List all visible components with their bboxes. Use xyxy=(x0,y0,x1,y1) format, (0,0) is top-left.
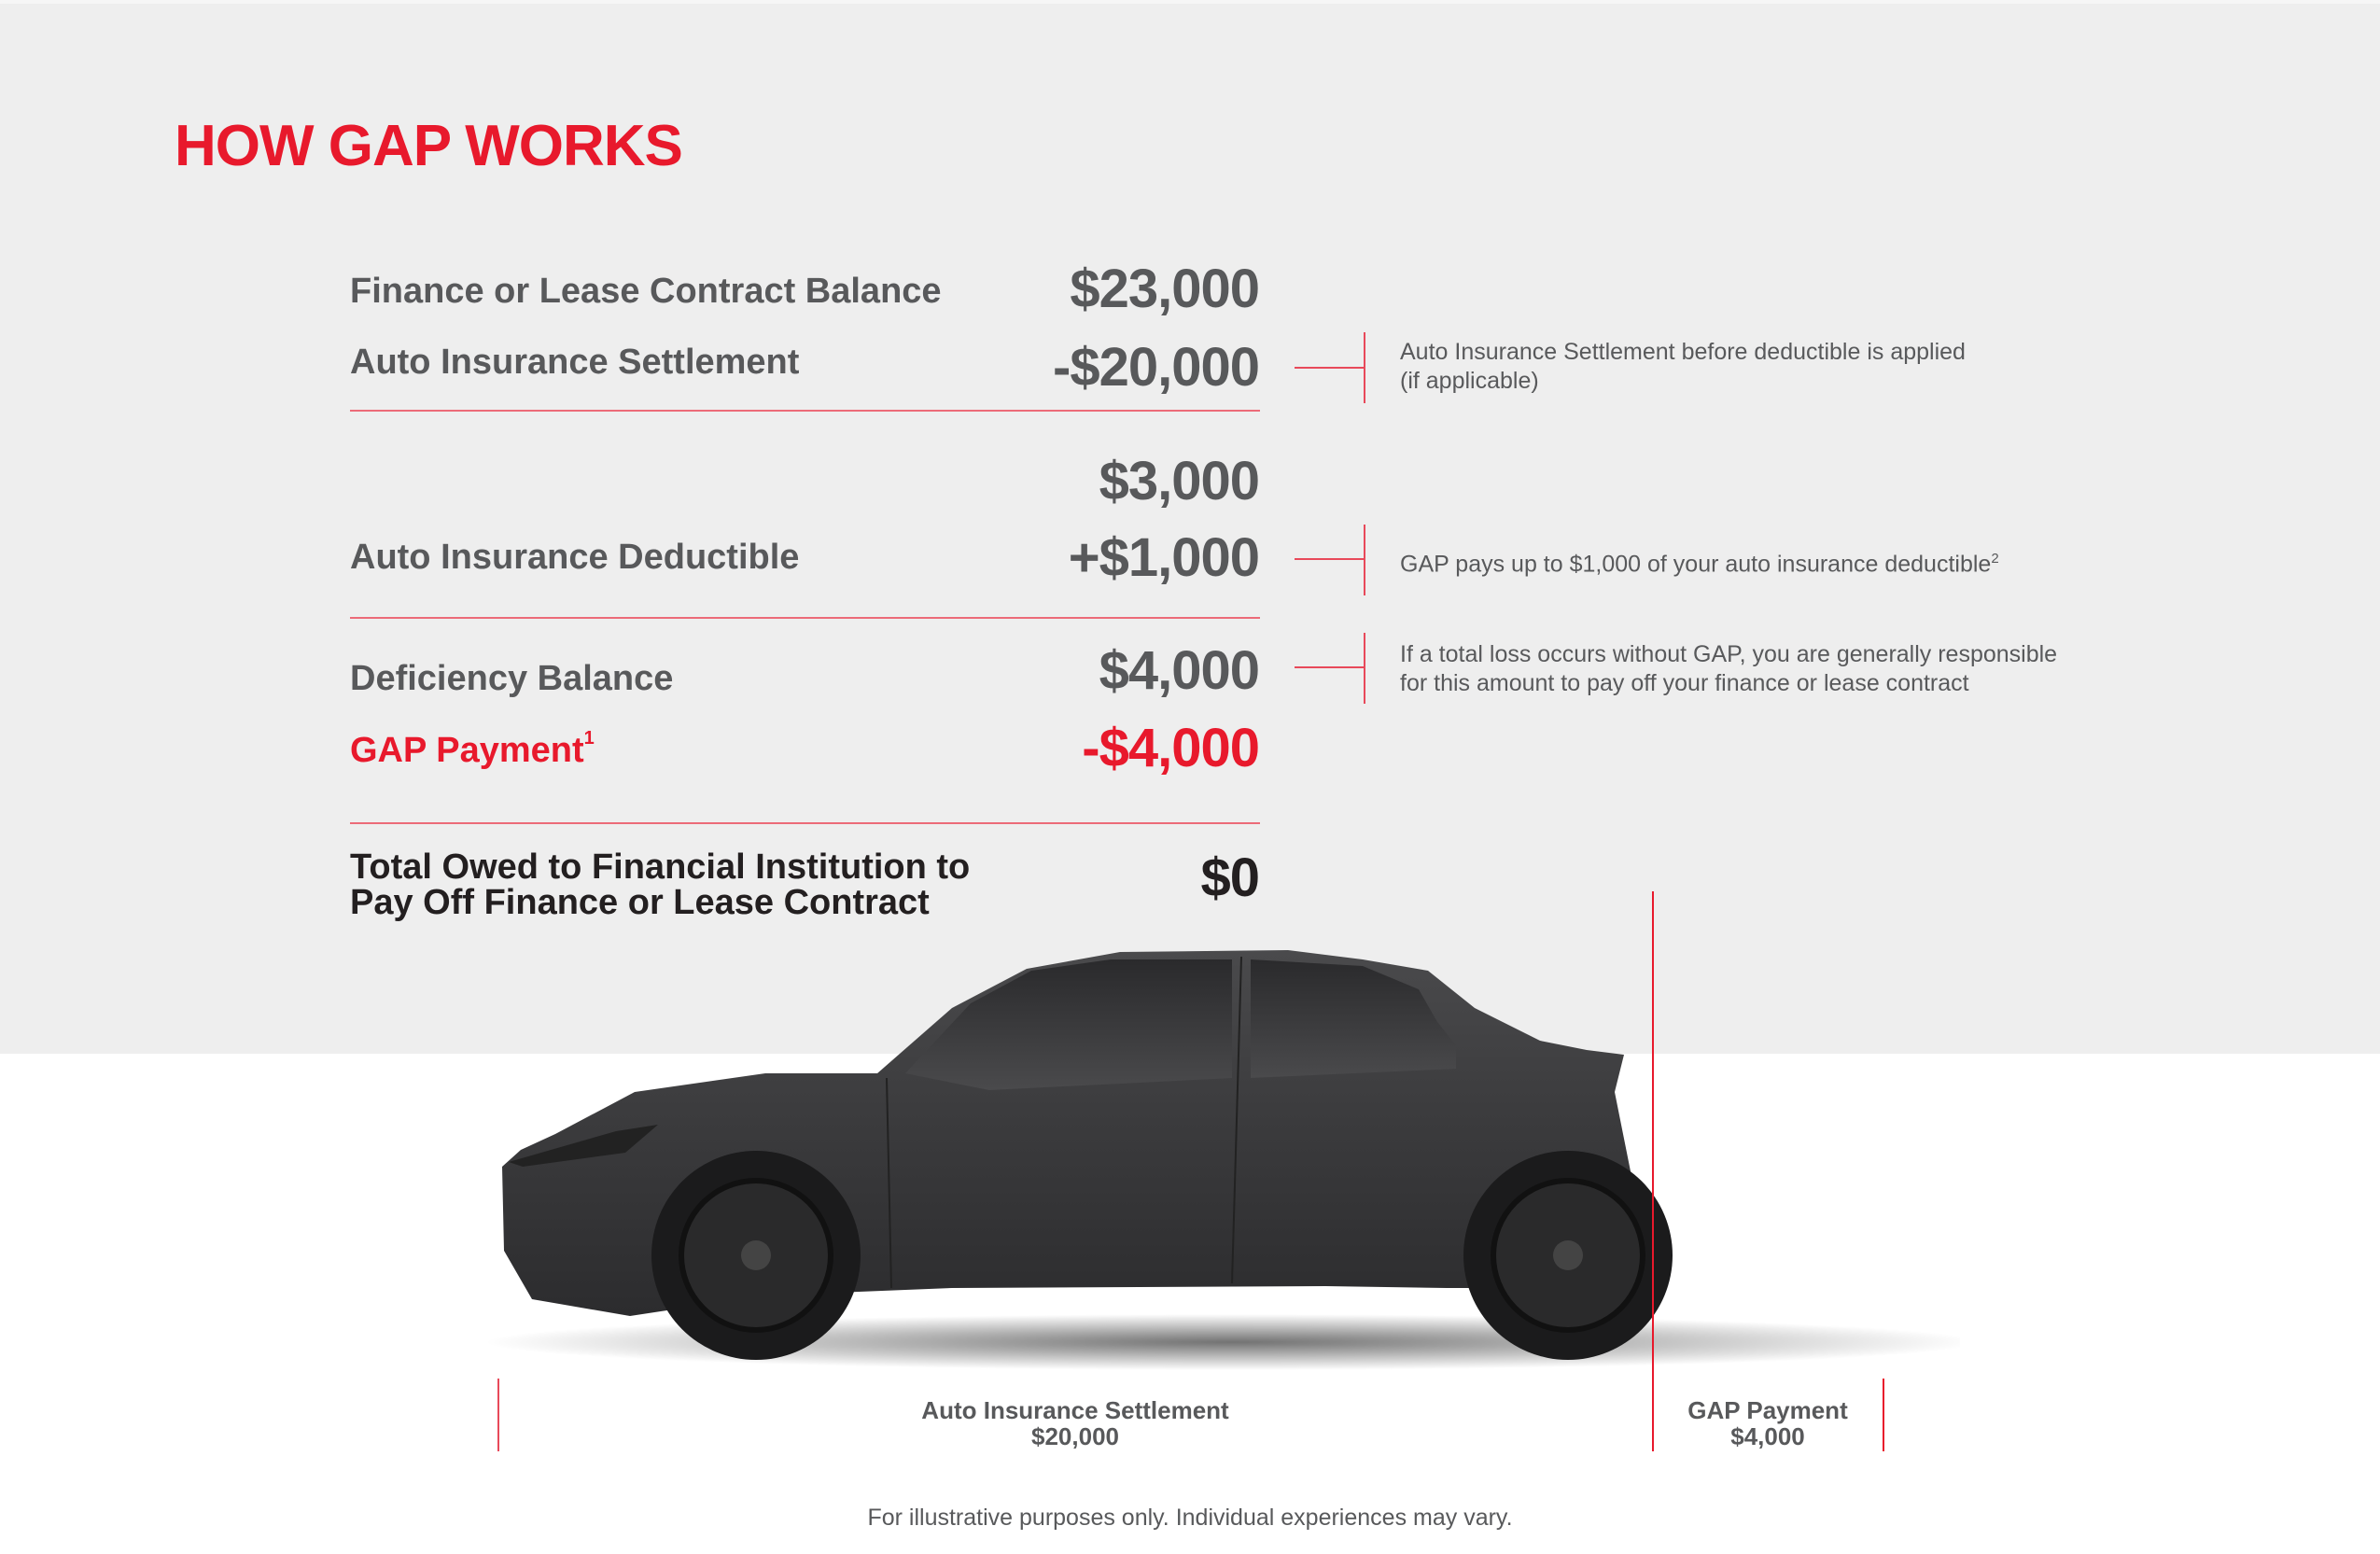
gap-payment-label-text: GAP Payment xyxy=(350,731,584,770)
settlement-caption-label: Auto Insurance Settlement xyxy=(921,1396,1229,1424)
footnote-marker: 1 xyxy=(583,728,595,749)
connector-line xyxy=(1295,558,1365,560)
deficiency-label: Deficiency Balance xyxy=(350,659,674,698)
settlement-caption-value: $20,000 xyxy=(1031,1422,1119,1450)
divider xyxy=(350,410,1260,412)
connector-line xyxy=(1295,666,1365,668)
gap-caption-value: $4,000 xyxy=(1730,1422,1805,1450)
car-body xyxy=(502,950,1673,1360)
settlement-note-line2: (if applicable) xyxy=(1400,368,1539,394)
insurance-settlement-label: Auto Insurance Settlement xyxy=(350,343,800,382)
deficiency-note-line2: for this amount to pay off your finance or lease contract xyxy=(1400,670,1969,696)
total-label-line2: Pay Off Finance or Lease Contract xyxy=(350,883,930,922)
contract-balance-value: $23,000 xyxy=(1070,259,1259,319)
total-label-line1: Total Owed to Financial Institution to xyxy=(350,847,971,887)
total-value: $0 xyxy=(1200,847,1259,908)
deductible-note-text: GAP pays up to $1,000 of your auto insurance deductible xyxy=(1400,551,1992,578)
subtotal-value: $3,000 xyxy=(1099,451,1259,511)
divider xyxy=(350,617,1260,619)
connector-line xyxy=(1295,367,1365,369)
gap-caption xyxy=(1654,1397,1882,1449)
gap-payment-label xyxy=(350,728,595,770)
page-title: HOW GAP WORKS xyxy=(175,114,682,178)
gap-right-marker xyxy=(1883,1379,1884,1451)
gap-caption-label: GAP Payment xyxy=(1687,1396,1848,1424)
gap-boundary-line xyxy=(1652,891,1654,1451)
deficiency-value: $4,000 xyxy=(1099,640,1259,701)
connector-bracket xyxy=(1364,332,1365,403)
settlement-note-line1: Auto Insurance Settlement before deductible is applied xyxy=(1400,339,1966,365)
gap-payment-value: -$4,000 xyxy=(1082,718,1259,778)
contract-balance-label: Finance or Lease Contract Balance xyxy=(350,272,942,311)
deductible-label: Auto Insurance Deductible xyxy=(350,538,800,577)
insurance-settlement-value: -$20,000 xyxy=(1053,337,1259,398)
car-illustration xyxy=(467,933,1960,1381)
connector-bracket xyxy=(1364,633,1365,704)
settlement-note xyxy=(1400,338,1966,396)
deficiency-note xyxy=(1400,640,2057,698)
disclaimer: For illustrative purposes only. Individual experiences may vary. xyxy=(867,1505,1513,1531)
deficiency-note-line1: If a total loss occurs without GAP, you are generally responsible xyxy=(1400,641,2058,667)
deductible-value: +$1,000 xyxy=(1068,527,1259,588)
connector-bracket xyxy=(1364,525,1365,595)
footnote-marker: 2 xyxy=(1991,551,1999,567)
divider xyxy=(350,822,1260,824)
deductible-note xyxy=(1400,544,1999,579)
settlement-left-marker xyxy=(497,1379,499,1451)
settlement-caption xyxy=(814,1397,1337,1449)
total-label xyxy=(350,849,970,920)
